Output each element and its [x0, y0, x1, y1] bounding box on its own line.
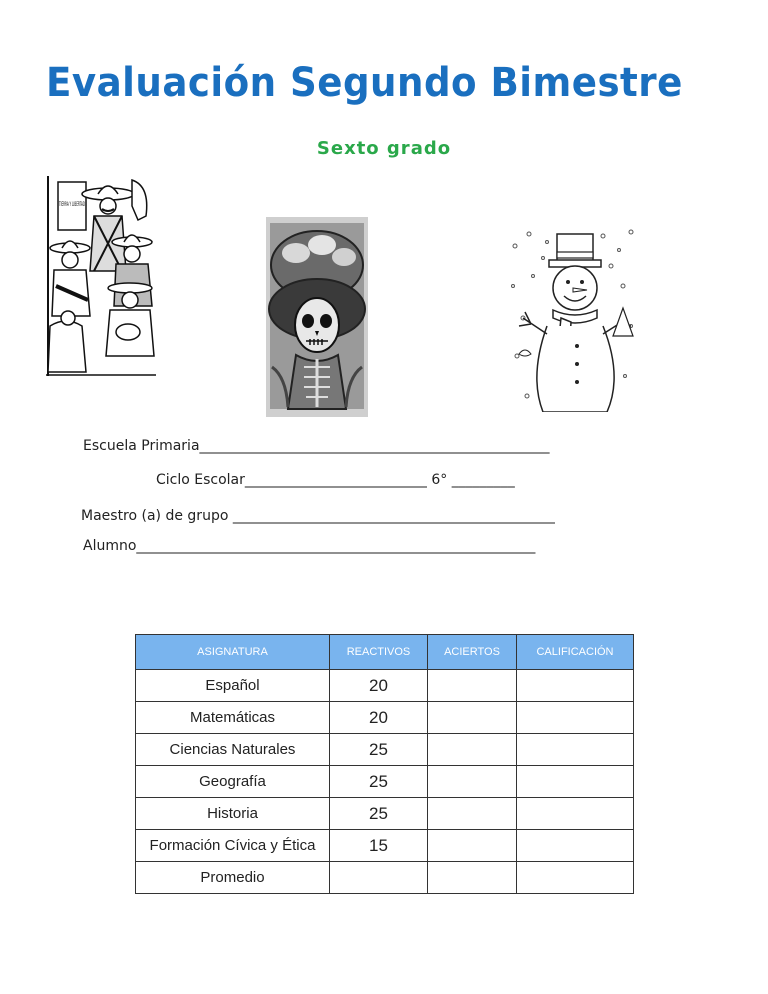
- school-cycle-field[interactable]: Ciclo Escolar__________________________ 6° _________: [156, 472, 515, 488]
- correct-cell[interactable]: [428, 862, 517, 894]
- items-cell: 25: [330, 734, 428, 766]
- page-subtitle: Sexto grado: [316, 138, 452, 159]
- table-row: [136, 798, 634, 830]
- grade-cell[interactable]: [517, 702, 634, 734]
- table-row: [136, 670, 634, 702]
- table-row: [136, 766, 634, 798]
- correct-cell[interactable]: [428, 830, 517, 862]
- student-field[interactable]: Alumno_________________________________________________________: [83, 538, 536, 554]
- table-row-average: [136, 862, 634, 894]
- correct-cell[interactable]: [428, 766, 517, 798]
- page-title: Evaluación Segundo Bimestre: [46, 60, 683, 106]
- correct-cell[interactable]: [428, 702, 517, 734]
- table-row: [136, 830, 634, 862]
- sign-text: TIERRA Y LIBERTAD: [58, 201, 86, 208]
- correct-cell[interactable]: [428, 798, 517, 830]
- subject-cell: Español: [136, 670, 330, 702]
- teacher-field[interactable]: Maestro (a) de grupo ______________________________________________: [81, 508, 555, 524]
- items-cell: 25: [330, 766, 428, 798]
- subject-cell: Ciencias Naturales: [136, 734, 330, 766]
- header-correct: ACIERTOS: [428, 635, 517, 670]
- grade-cell[interactable]: [517, 734, 634, 766]
- items-cell: [330, 862, 428, 894]
- grade-cell[interactable]: [517, 798, 634, 830]
- header-grade: CALIFICACIÓN: [517, 635, 634, 670]
- table-header-row: [136, 635, 634, 670]
- subject-cell: Promedio: [136, 862, 330, 894]
- subject-cell: Matemáticas: [136, 702, 330, 734]
- header-subject: ASIGNATURA: [136, 635, 330, 670]
- items-cell: 20: [330, 702, 428, 734]
- items-cell: 25: [330, 798, 428, 830]
- school-field[interactable]: Escuela Primaria__________________________________________________: [83, 438, 550, 454]
- grade-cell[interactable]: [517, 766, 634, 798]
- correct-cell[interactable]: [428, 734, 517, 766]
- grade-cell[interactable]: [517, 862, 634, 894]
- table-row: [136, 702, 634, 734]
- subject-cell: Formación Cívica y Ética: [136, 830, 330, 862]
- items-cell: 15: [330, 830, 428, 862]
- subject-cell: Historia: [136, 798, 330, 830]
- grade-cell[interactable]: [517, 830, 634, 862]
- snowman-illustration: [507, 226, 639, 412]
- header-items: REACTIVOS: [330, 635, 428, 670]
- catrina-illustration: [266, 217, 368, 417]
- grades-table: [135, 634, 634, 894]
- grade-cell[interactable]: [517, 670, 634, 702]
- subject-cell: Geografía: [136, 766, 330, 798]
- items-cell: 20: [330, 670, 428, 702]
- correct-cell[interactable]: [428, 670, 517, 702]
- table-row: [136, 734, 634, 766]
- revolution-illustration: [46, 176, 156, 376]
